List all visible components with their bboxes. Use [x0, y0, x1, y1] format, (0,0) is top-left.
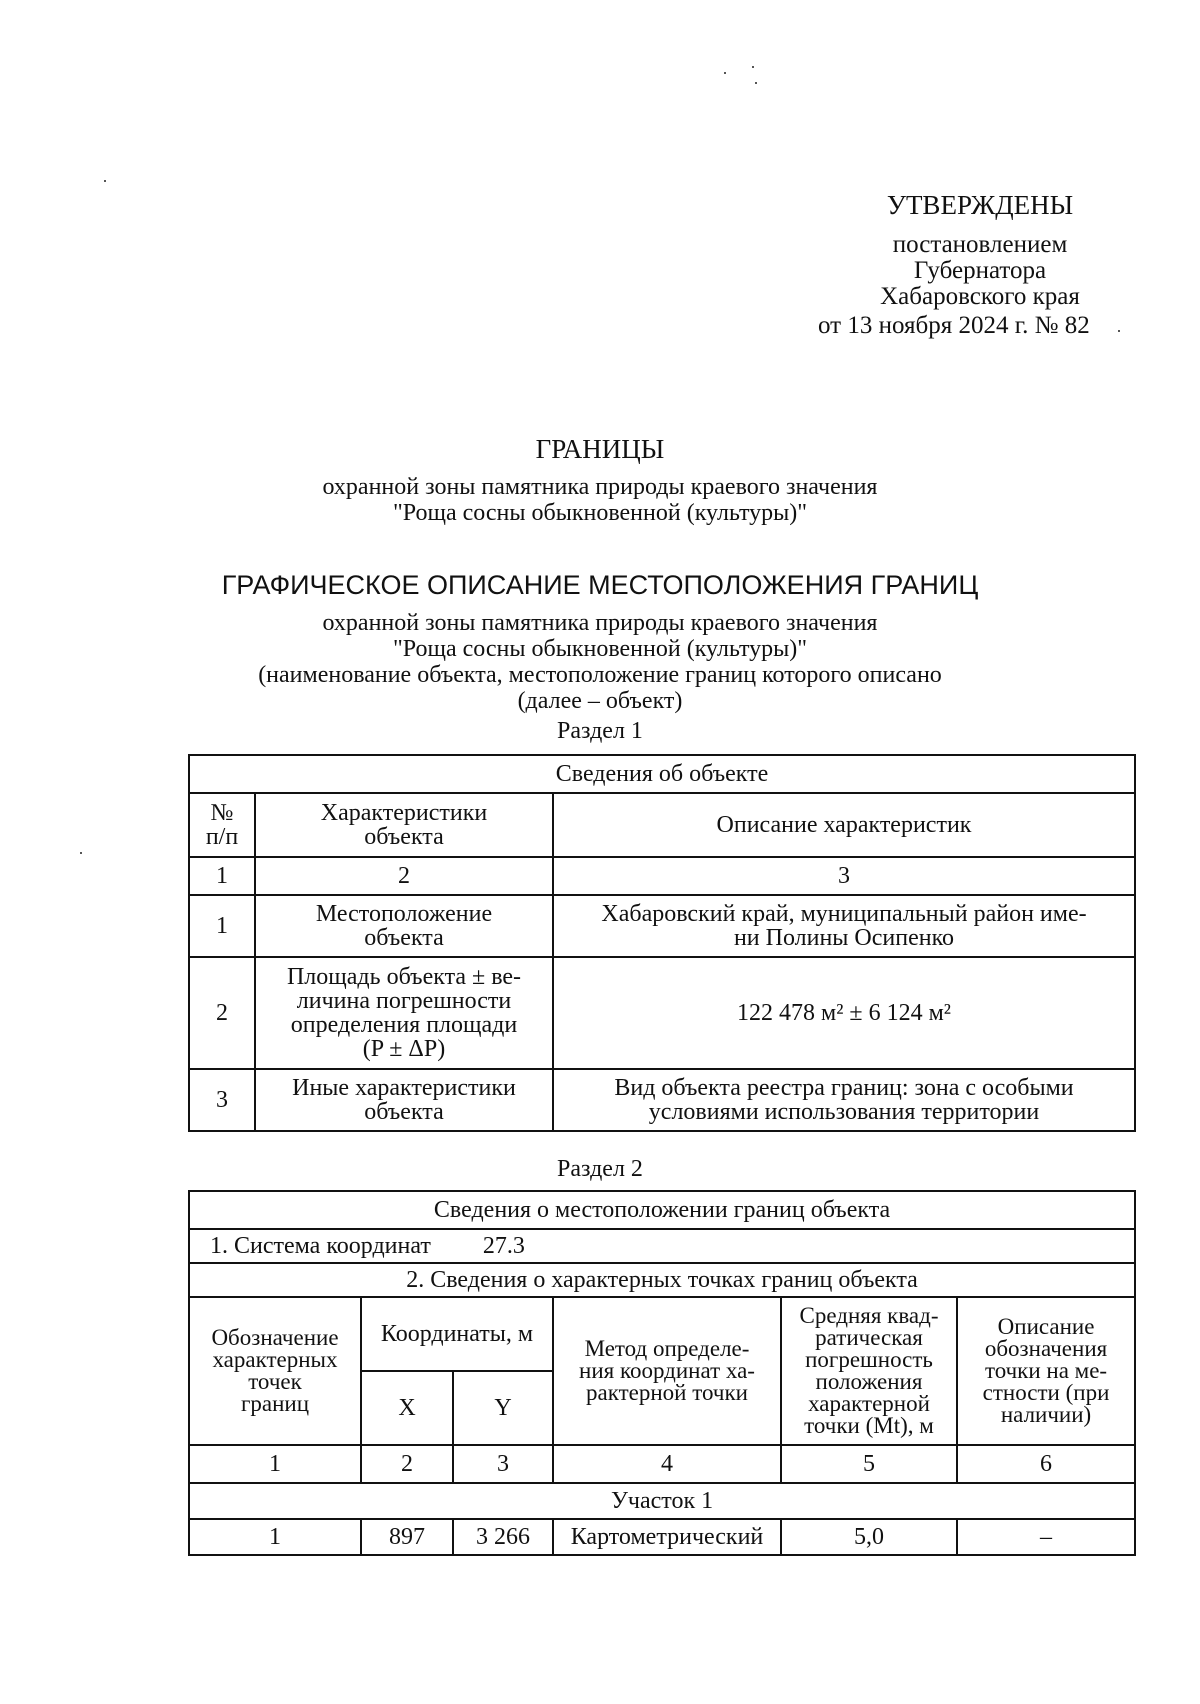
point-x: 897 [361, 1519, 453, 1555]
cell-line: обозначения [984, 1336, 1108, 1361]
cell-line: рактерной точки [586, 1380, 748, 1405]
row-description [553, 957, 1135, 1069]
header-point-description [957, 1297, 1135, 1445]
scan-speck [1118, 330, 1120, 332]
coord-system-row [189, 1229, 1135, 1263]
section2-label: Раздел 2 [557, 1156, 643, 1182]
cell-line: условиями использования территории [648, 1099, 1040, 1125]
cell-line: точек [248, 1369, 302, 1394]
row-num: 2 [189, 957, 255, 1069]
scan-speck [724, 72, 726, 74]
row-characteristic [255, 1069, 553, 1131]
scan-speck [80, 852, 82, 854]
header-num-line: № [210, 800, 234, 826]
header-char-line: объекта [364, 824, 444, 850]
table-row [189, 1519, 1135, 1555]
header-error [781, 1297, 957, 1445]
row-description [553, 1069, 1135, 1131]
plot-label: Участок 1 [189, 1483, 1135, 1519]
table-row [189, 1069, 1135, 1131]
cell-line: ратическая [815, 1325, 923, 1350]
row-description [553, 895, 1135, 957]
section1-table [188, 754, 1136, 1132]
points-title: 2. Сведения о характерных точках границ объекта [189, 1263, 1135, 1297]
row-num: 3 [189, 1069, 255, 1131]
row-characteristic [255, 895, 553, 957]
title-line: "Роща сосны обыкновенной (культуры)" [392, 500, 808, 526]
graphic-line: (далее – объект) [517, 688, 683, 714]
approval-line: постановлением [892, 231, 1068, 258]
scan-speck [752, 66, 754, 68]
cell-line: Иные характеристики [292, 1075, 516, 1101]
point-description: – [957, 1519, 1135, 1555]
col-number: 1 [189, 857, 255, 895]
title-line: охранной зоны памятника природы краевого значения [322, 474, 878, 500]
header-description: Описание характеристик [553, 793, 1135, 857]
cell-line: точки (Mt), м [804, 1413, 934, 1438]
approval-line: Губернатора [913, 257, 1047, 284]
header-coordinates: Координаты, м [361, 1297, 553, 1371]
cell-line: объекта [364, 1099, 444, 1125]
col-number: 3 [453, 1445, 553, 1483]
cell-line: Площадь объекта ± ве- [286, 964, 522, 990]
cell-line: характерных [212, 1347, 338, 1372]
col-number: 1 [189, 1445, 361, 1483]
approval-heading: УТВЕРЖДЕНЫ [886, 190, 1074, 220]
cell-line: (P ± ΔP) [362, 1036, 446, 1062]
section2-table-title: Сведения о местоположении границ объекта [189, 1191, 1135, 1229]
graphic-heading: ГРАФИЧЕСКОЕ ОПИСАНИЕ МЕСТОПОЛОЖЕНИЯ ГРАНИЦ [221, 570, 979, 600]
cell-line: Хабаровский край, муниципальный район име- [601, 901, 1087, 927]
point-method: Картометрический [553, 1519, 781, 1555]
header-method [553, 1297, 781, 1445]
approval-date: от 13 ноября 2024 г. № 82 [818, 312, 1090, 339]
col-number: 5 [781, 1445, 957, 1483]
cell-line: наличии) [1000, 1402, 1092, 1427]
point-error: 5,0 [781, 1519, 957, 1555]
graphic-line: "Роща сосны обыкновенной (культуры)" [392, 636, 808, 662]
scan-speck [104, 180, 106, 182]
cell-line: характерной [808, 1391, 930, 1416]
col-number: 3 [553, 857, 1135, 895]
scan-speck [755, 82, 757, 84]
point-y: 3 266 [453, 1519, 553, 1555]
cell-line: погрешность [805, 1347, 933, 1372]
section2-table [188, 1190, 1136, 1556]
col-number: 6 [957, 1445, 1135, 1483]
table-row [189, 957, 1135, 1069]
col-number: 4 [553, 1445, 781, 1483]
graphic-line: охранной зоны памятника природы краевого значения [322, 610, 878, 636]
cell-line: границ [240, 1391, 310, 1416]
header-characteristics [255, 793, 553, 857]
header-num [189, 793, 255, 857]
approval-block [780, 188, 1180, 310]
row-characteristic [255, 957, 553, 1069]
cell-line: объекта [364, 925, 444, 951]
header-x: X [361, 1371, 453, 1445]
col-number: 2 [255, 857, 553, 895]
header-num-line: п/п [205, 824, 239, 850]
cell-line: Обозначение [211, 1325, 339, 1350]
cell-line: ния координат ха- [579, 1358, 755, 1383]
header-char-line: Характеристики [320, 800, 488, 826]
graphic-line: (наименование объекта, местоположение границ которого описано [258, 662, 942, 688]
cell-line: личина погрешности [296, 988, 512, 1014]
section1-label: Раздел 1 [557, 718, 643, 744]
row-num: 1 [189, 895, 255, 957]
cell-line: определения площади [290, 1012, 518, 1038]
cell-line: Описание [997, 1314, 1095, 1339]
point-designation: 1 [189, 1519, 361, 1555]
document-title: ГРАНИЦЫ [535, 434, 665, 464]
table-row [189, 895, 1135, 957]
header-designation [189, 1297, 361, 1445]
cell-line: стности (при [982, 1380, 1110, 1405]
header-y: Y [453, 1371, 553, 1445]
cell-line: положения [815, 1369, 923, 1394]
cell-line: 122 478 м² ± 6 124 м² [737, 1000, 951, 1026]
col-number: 2 [361, 1445, 453, 1483]
cell-line: Метод определе- [584, 1336, 750, 1361]
coord-system-label: 1. Система координат [210, 1233, 431, 1259]
cell-line: точки на ме- [984, 1358, 1108, 1383]
coord-system-value: 27.3 [482, 1233, 525, 1259]
section1-table-title: Сведения об объекте [189, 755, 1135, 793]
cell-line: ни Полины Осипенко [733, 925, 955, 951]
cell-line: Вид объекта реестра границ: зона с особыми [614, 1075, 1074, 1101]
cell-line: Средняя квад- [799, 1303, 939, 1328]
cell-line: Местоположение [315, 901, 493, 927]
approval-line: Хабаровского края [880, 283, 1080, 310]
